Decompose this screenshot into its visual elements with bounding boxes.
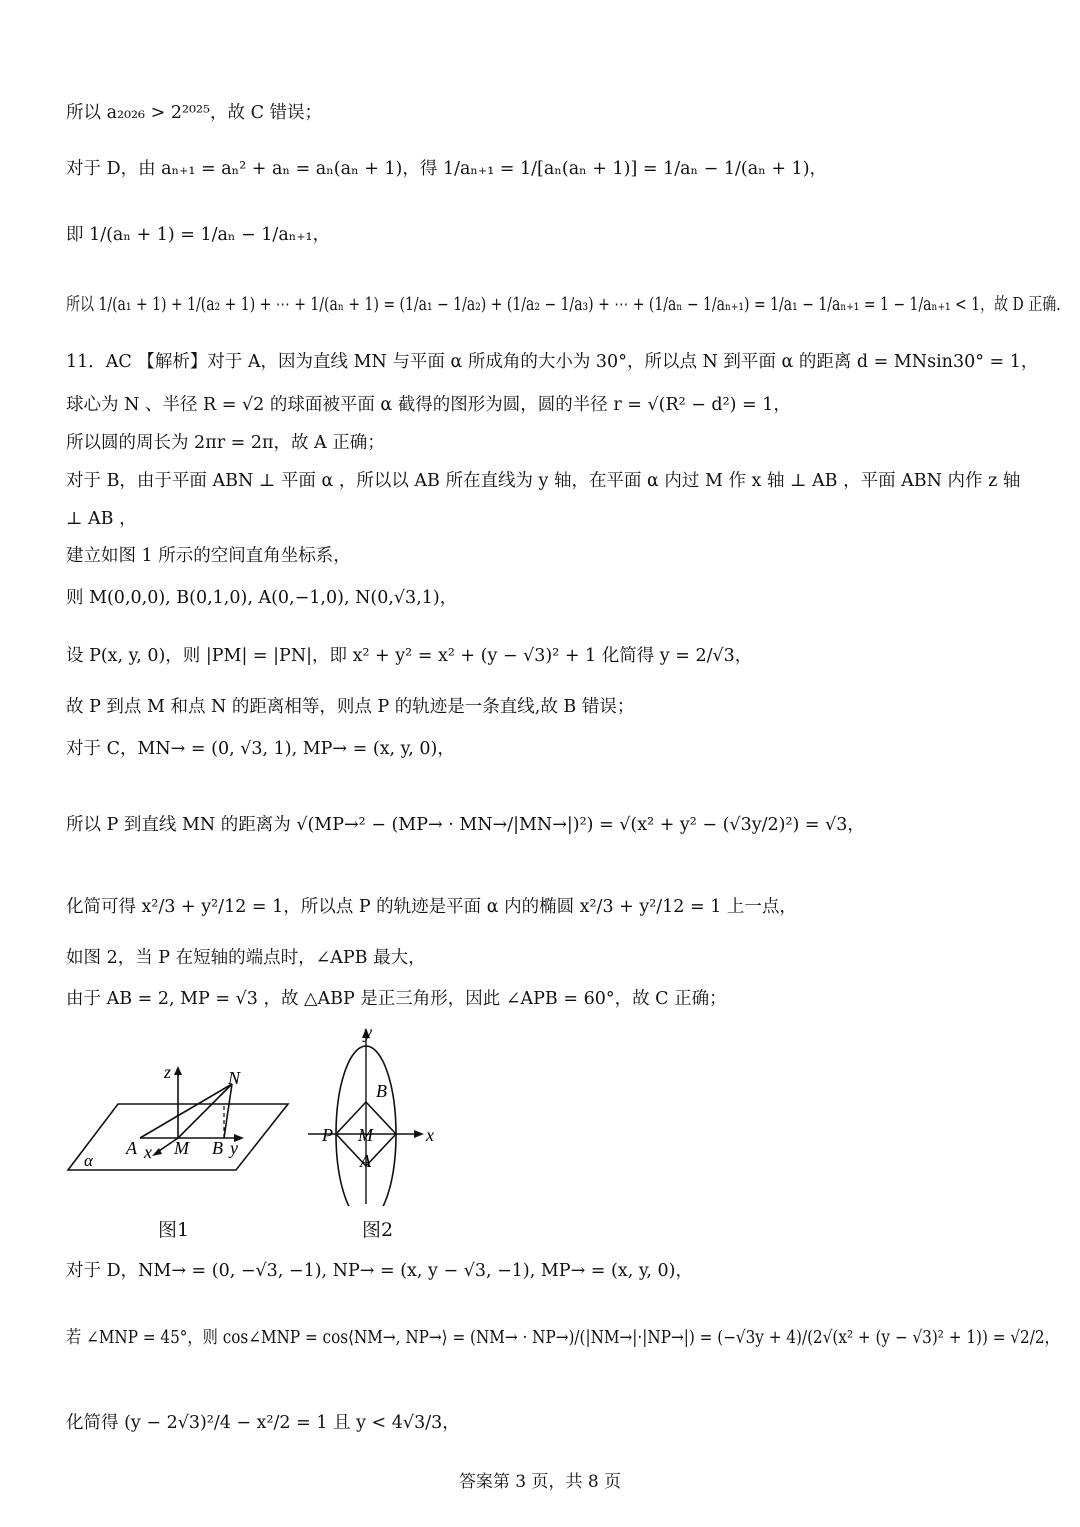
line-7: 所以圆的周长为 2πr = 2π，故 A 正确； [66, 433, 385, 453]
fig1-x-label: x [144, 1142, 152, 1162]
fig2-M-label: M [358, 1125, 373, 1145]
page-footer: 答案第 3 页，共 8 页 [458, 1472, 622, 1492]
line-2: 对于 D，由 aₙ₊₁ = aₙ² + aₙ = aₙ(aₙ + 1)，得 1/aₙ₊₁ = 1/[aₙ(aₙ + 1)] = 1/aₙ − 1/(aₙ + 1)， [66, 159, 828, 179]
fig1-y-label: y [230, 1138, 238, 1158]
line-20: 若 ∠MNP = 45°，则 cos∠MNP = cos⟨NM→, NP→⟩ = (NM→ · NP→)/(|NM→|·|NP→|) = (−√3y + 4)/(2√(x² + (y − √3)² + 1)) = √2/2， [66, 1328, 1060, 1348]
fig1-B-label: B [212, 1138, 223, 1158]
line-11: 则 M(0,0,0), B(0,1,0), A(0,−1,0), N(0,√3,1)， [66, 588, 458, 608]
line-16: 化简可得 x²/3 + y²/12 = 1，所以点 P 的轨迹是平面 α 内的椭圆 x²/3 + y²/12 = 1 上一点， [66, 897, 797, 917]
line-15: 所以 P 到直线 MN 的距离为 √(MP→² − (MP→ · MN→/|MN→|)²) = √(x² + y² − (√3y/2)²) = √3， [66, 815, 865, 835]
line-13: 故 P 到点 M 和点 N 的距离相等，则点 P 的轨迹是一条直线,故 B 错误； [66, 697, 635, 717]
line-1: 所以 a₂₀₂₆ > 2²⁰²⁵，故 C 错误； [66, 103, 323, 123]
fig2-A-label: A [360, 1151, 371, 1171]
figure-1-caption: 图1 [158, 1219, 190, 1241]
fig1-A-label: A [126, 1138, 137, 1158]
line-14: 对于 C，MN→ = (0, √3, 1), MP→ = (x, y, 0)， [66, 739, 455, 759]
line-19: 对于 D，NM→ = (0, −√3, −1), NP→ = (x, y − √3, −1), MP→ = (x, y, 0)， [66, 1261, 694, 1281]
line-17: 如图 2，当 P 在短轴的端点时，∠APB 最大， [66, 948, 426, 968]
line-8: 对于 B，由于平面 ABN ⊥ 平面 α ，所以以 AB 所在直线为 y 轴，在平面 α 内过 M 作 x 轴 ⊥ AB ，平面 ABN 内作 z 轴 [66, 471, 1021, 491]
line-4: 所以 1/(a₁ + 1) + 1/(a₂ + 1) + ⋯ + 1/(aₙ + 1) = (1/a₁ − 1/a₂) + (1/a₂ − 1/a₃) + ⋯ + (1/aₙ − 1/aₙ₊₁) = 1/a₁ − 1/aₙ₊₁ = 1 − 1/aₙ₊₁ < 1，故 D 正确. [66, 295, 1061, 315]
fig1-alpha-label: α [84, 1151, 93, 1170]
line-12: 设 P(x, y, 0)，则 |PM| = |PN|，即 x² + y² = x² + (y − √3)² + 1 化简得 y = 2/√3， [66, 646, 753, 666]
line-6: 球心为 N 、半径 R = √2 的球面被平面 α 截得的图形为圆，圆的半径 r = √(R² − d²) = 1， [66, 395, 791, 415]
figure-1 [60, 1058, 300, 1178]
fig1-z-label: z [164, 1062, 172, 1082]
figure-2-caption: 图2 [362, 1219, 394, 1241]
line-21: 化简得 (y − 2√3)²/4 − x²/2 = 1 且 y < 4√3/3， [66, 1413, 460, 1433]
line-10: 建立如图 1 所示的空间直角坐标系， [66, 546, 351, 566]
figure-2 [306, 1020, 456, 1206]
fig1-N-label: N [228, 1068, 241, 1088]
fig2-P-label: P [322, 1125, 333, 1145]
line-3: 即 1/(aₙ + 1) = 1/aₙ − 1/aₙ₊₁， [66, 225, 331, 245]
fig2-y-label: y [364, 1022, 372, 1042]
fig1-M-label: M [174, 1138, 189, 1158]
line-9: ⊥ AB ， [66, 509, 137, 529]
line-5: 11．AC 【解析】对于 A，因为直线 MN 与平面 α 所成角的大小为 30°，所以点 N 到平面 α 的距离 d = MNsin30° = 1， [66, 352, 1039, 372]
line-18: 由于 AB = 2, MP = √3 ，故 △ABP 是正三角形，因此 ∠APB = 60°，故 C 正确； [66, 989, 727, 1009]
fig2-x-label: x [426, 1125, 434, 1145]
fig2-B-label: B [376, 1081, 387, 1101]
